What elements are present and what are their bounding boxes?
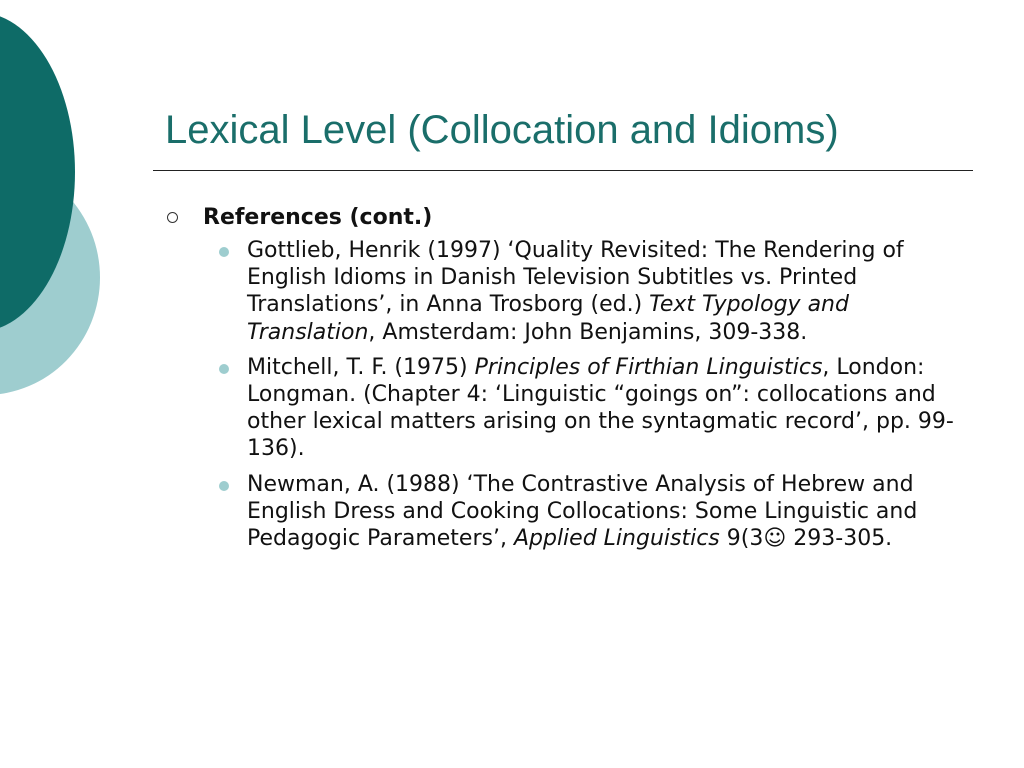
reference-list	[165, 237, 965, 552]
reference-italic-title: Principles of Firthian Linguistics	[474, 354, 823, 380]
reference-text: 9(3☺ 293-305.	[719, 526, 893, 552]
dot-bullet-icon	[219, 247, 229, 257]
title-divider	[153, 170, 973, 171]
section-heading: References (cont.)	[203, 205, 433, 230]
section-heading-item	[165, 204, 965, 231]
reference-item	[165, 237, 967, 346]
reference-item	[165, 354, 967, 463]
dot-bullet-icon	[219, 481, 229, 491]
dot-bullet-icon	[219, 364, 229, 374]
hollow-circle-bullet-icon	[167, 212, 178, 223]
reference-italic-title: Applied Linguistics	[513, 526, 720, 552]
reference-text: , London: Longman. (Chapter 4: ‘Linguistic “goings on”: collocations and other lexical matters arising on the syntagmatic record’, pp. 99-136).	[247, 354, 954, 462]
slide-title: Lexical Level (Collocation and Idioms)	[165, 108, 839, 152]
reference-text: , Amsterdam: John Benjamins, 309-338.	[368, 319, 808, 345]
reference-text: Mitchell, T. F. (1975)	[247, 354, 475, 380]
reference-italic-title: Text Typology and Translation	[247, 292, 849, 345]
reference-item	[165, 471, 967, 553]
reference-text: Gottlieb, Henrik (1997) ‘Quality Revisited: The Rendering of English Idioms in Danish Television Subtitles vs. Printed Translations’, in Anna Trosborg (ed.)	[247, 238, 904, 318]
slide-content	[165, 204, 965, 560]
reference-text: Newman, A. (1988) ‘The Contrastive Analysis of Hebrew and English Dress and Cooking Collocations: Some Linguistic and Pedagogic Parameters’,	[247, 471, 918, 552]
